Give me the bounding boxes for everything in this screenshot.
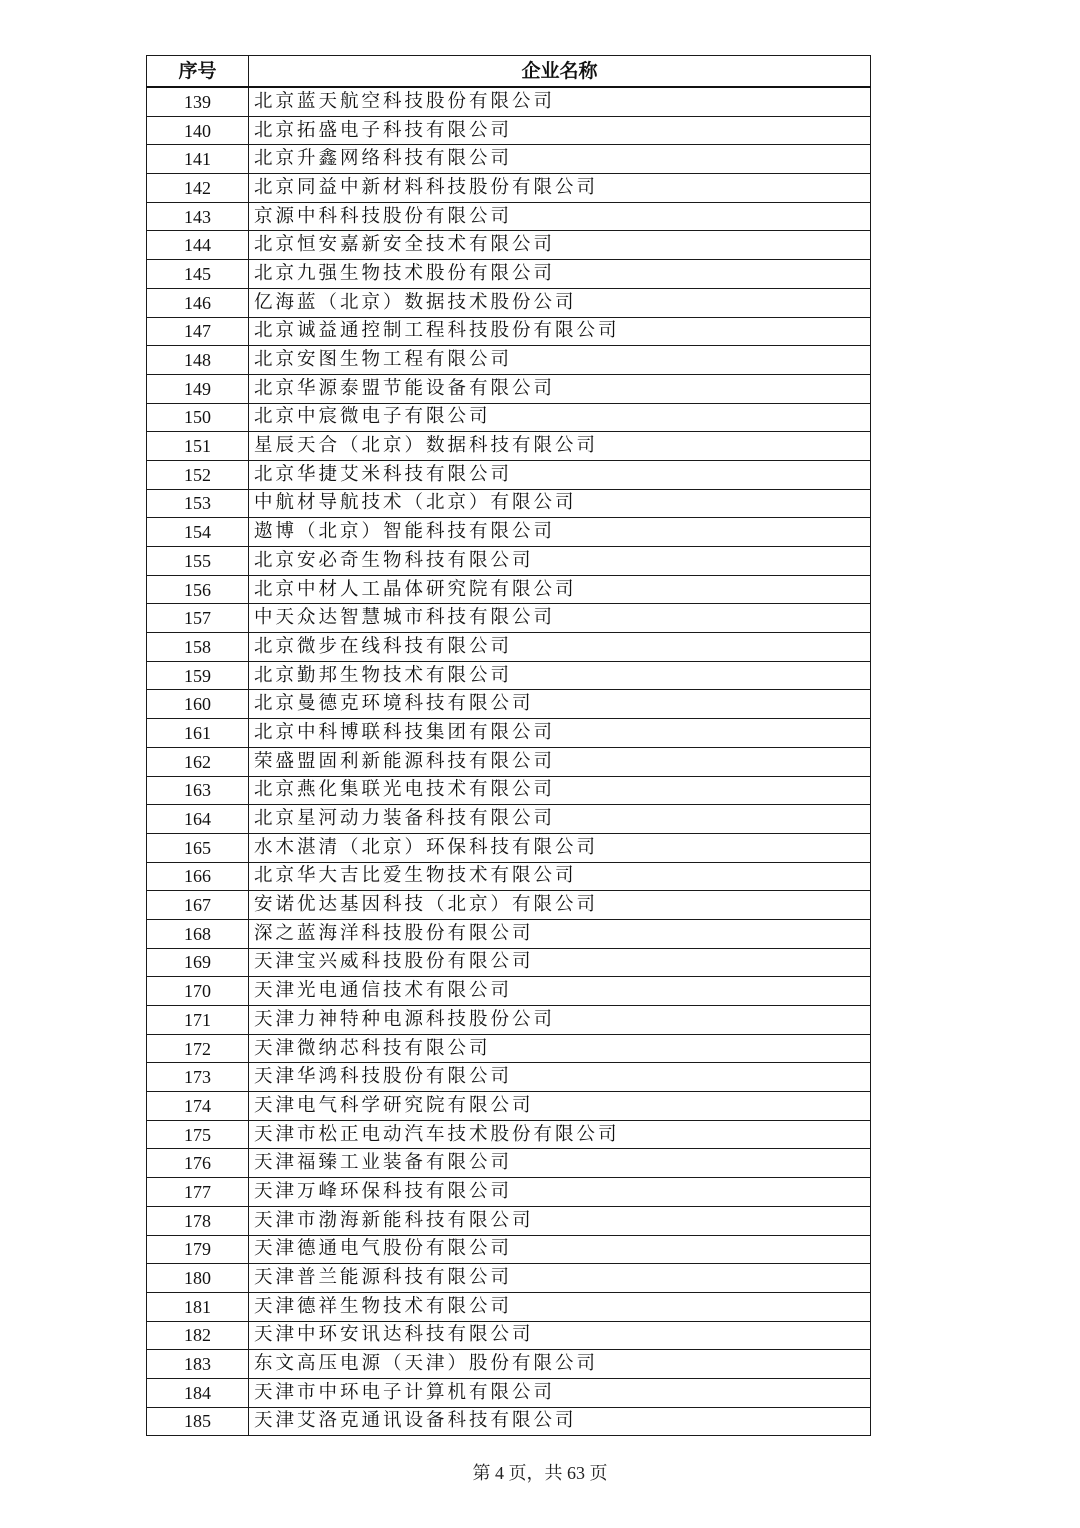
serial-number-cell: 185 [147, 1407, 249, 1436]
table-row [147, 719, 871, 748]
table-row [147, 862, 871, 891]
enterprise-name-cell: 天津微纳芯科技有限公司 [249, 1034, 871, 1063]
serial-number-cell: 172 [147, 1034, 249, 1063]
enterprise-name-cell: 北京华捷艾米科技有限公司 [249, 460, 871, 489]
serial-number-cell: 158 [147, 633, 249, 662]
table-body [147, 87, 871, 1436]
enterprise-name-cell: 北京诚益通控制工程科技股份有限公司 [249, 317, 871, 346]
enterprise-name-cell: 北京安必奇生物科技有限公司 [249, 547, 871, 576]
table-row [147, 1292, 871, 1321]
enterprise-name-cell: 北京安图生物工程有限公司 [249, 346, 871, 375]
serial-number-cell: 154 [147, 518, 249, 547]
enterprise-name-cell: 北京勤邦生物技术有限公司 [249, 661, 871, 690]
enterprise-name-cell: 天津市渤海新能科技有限公司 [249, 1206, 871, 1235]
table-row [147, 403, 871, 432]
enterprise-name-cell: 星辰天合（北京）数据科技有限公司 [249, 432, 871, 461]
enterprise-name-cell: 北京恒安嘉新安全技术有限公司 [249, 231, 871, 260]
serial-number-cell: 175 [147, 1120, 249, 1149]
serial-number-cell: 150 [147, 403, 249, 432]
table-row [147, 776, 871, 805]
serial-number-cell: 143 [147, 202, 249, 231]
table-row [147, 1235, 871, 1264]
table-row [147, 174, 871, 203]
table-row [147, 145, 871, 174]
serial-number-cell: 177 [147, 1178, 249, 1207]
serial-number-cell: 139 [147, 87, 249, 116]
enterprise-name-cell: 天津市中环电子计算机有限公司 [249, 1378, 871, 1407]
serial-number-cell: 179 [147, 1235, 249, 1264]
table-row [147, 260, 871, 289]
serial-number-cell: 167 [147, 891, 249, 920]
enterprise-name-cell: 天津德通电气股份有限公司 [249, 1235, 871, 1264]
table-row [147, 977, 871, 1006]
enterprise-name-cell: 北京九强生物技术股份有限公司 [249, 260, 871, 289]
serial-number-cell: 160 [147, 690, 249, 719]
table-row [147, 919, 871, 948]
serial-number-cell: 144 [147, 231, 249, 260]
enterprise-name-cell: 北京星河动力装备科技有限公司 [249, 805, 871, 834]
enterprise-name-cell: 天津德祥生物技术有限公司 [249, 1292, 871, 1321]
enterprise-name-cell: 北京同益中新材料科技股份有限公司 [249, 174, 871, 203]
table-row [147, 317, 871, 346]
table-row [147, 432, 871, 461]
serial-number-cell: 168 [147, 919, 249, 948]
enterprise-name-cell: 天津市松正电动汽车技术股份有限公司 [249, 1120, 871, 1149]
table-row [147, 288, 871, 317]
serial-number-cell: 157 [147, 604, 249, 633]
header-serial-number: 序号 [147, 56, 249, 88]
enterprise-name-cell: 北京华大吉比爱生物技术有限公司 [249, 862, 871, 891]
enterprise-name-cell: 东文高压电源（天津）股份有限公司 [249, 1350, 871, 1379]
serial-number-cell: 145 [147, 260, 249, 289]
serial-number-cell: 181 [147, 1292, 249, 1321]
table-row [147, 661, 871, 690]
serial-number-cell: 171 [147, 1006, 249, 1035]
table-row [147, 1321, 871, 1350]
serial-number-cell: 164 [147, 805, 249, 834]
table-row [147, 1120, 871, 1149]
table-row [147, 1034, 871, 1063]
enterprise-name-cell: 天津力神特种电源科技股份公司 [249, 1006, 871, 1035]
enterprise-name-cell: 北京中材人工晶体研究院有限公司 [249, 575, 871, 604]
enterprise-name-cell: 安诺优达基因科技（北京）有限公司 [249, 891, 871, 920]
table-row [147, 547, 871, 576]
serial-number-cell: 141 [147, 145, 249, 174]
enterprise-name-cell: 北京拓盛电子科技有限公司 [249, 116, 871, 145]
enterprise-name-cell: 天津宝兴威科技股份有限公司 [249, 948, 871, 977]
enterprise-name-cell: 天津中环安讯达科技有限公司 [249, 1321, 871, 1350]
table-row [147, 202, 871, 231]
table-row [147, 87, 871, 116]
table-row [147, 948, 871, 977]
serial-number-cell: 180 [147, 1264, 249, 1293]
table-row [147, 1063, 871, 1092]
enterprise-name-cell: 荣盛盟固利新能源科技有限公司 [249, 747, 871, 776]
table-row [147, 231, 871, 260]
serial-number-cell: 146 [147, 288, 249, 317]
table-row [147, 604, 871, 633]
serial-number-cell: 178 [147, 1206, 249, 1235]
serial-number-cell: 183 [147, 1350, 249, 1379]
table-row [147, 891, 871, 920]
table-row [147, 833, 871, 862]
enterprise-name-cell: 亿海蓝（北京）数据技术股份公司 [249, 288, 871, 317]
table-row [147, 1092, 871, 1121]
table-row [147, 374, 871, 403]
enterprise-list-table [146, 55, 871, 1436]
table-row [147, 1407, 871, 1436]
serial-number-cell: 142 [147, 174, 249, 203]
table-row [147, 460, 871, 489]
serial-number-cell: 159 [147, 661, 249, 690]
table-row [147, 489, 871, 518]
serial-number-cell: 161 [147, 719, 249, 748]
enterprise-name-cell: 北京微步在线科技有限公司 [249, 633, 871, 662]
enterprise-name-cell: 天津普兰能源科技有限公司 [249, 1264, 871, 1293]
serial-number-cell: 153 [147, 489, 249, 518]
serial-number-cell: 155 [147, 547, 249, 576]
table-row [147, 346, 871, 375]
serial-number-cell: 184 [147, 1378, 249, 1407]
enterprise-name-cell: 天津电气科学研究院有限公司 [249, 1092, 871, 1121]
serial-number-cell: 166 [147, 862, 249, 891]
enterprise-name-cell: 天津华鸿科技股份有限公司 [249, 1063, 871, 1092]
serial-number-cell: 182 [147, 1321, 249, 1350]
enterprise-name-cell: 京源中科科技股份有限公司 [249, 202, 871, 231]
enterprise-name-cell: 遨博（北京）智能科技有限公司 [249, 518, 871, 547]
table-row [147, 1206, 871, 1235]
enterprise-name-cell: 天津艾洛克通讯设备科技有限公司 [249, 1407, 871, 1436]
serial-number-cell: 174 [147, 1092, 249, 1121]
serial-number-cell: 165 [147, 833, 249, 862]
serial-number-cell: 170 [147, 977, 249, 1006]
enterprise-name-cell: 北京中宸微电子有限公司 [249, 403, 871, 432]
table-row [147, 116, 871, 145]
serial-number-cell: 163 [147, 776, 249, 805]
serial-number-cell: 152 [147, 460, 249, 489]
enterprise-name-cell: 中天众达智慧城市科技有限公司 [249, 604, 871, 633]
enterprise-name-cell: 水木湛清（北京）环保科技有限公司 [249, 833, 871, 862]
serial-number-cell: 162 [147, 747, 249, 776]
enterprise-name-cell: 中航材导航技术（北京）有限公司 [249, 489, 871, 518]
table-row [147, 1378, 871, 1407]
page-footer: 第 4 页，共 63 页 [472, 1463, 608, 1483]
table-row [147, 805, 871, 834]
serial-number-cell: 151 [147, 432, 249, 461]
enterprise-name-cell: 北京燕化集联光电技术有限公司 [249, 776, 871, 805]
serial-number-cell: 176 [147, 1149, 249, 1178]
serial-number-cell: 169 [147, 948, 249, 977]
enterprise-name-cell: 天津光电通信技术有限公司 [249, 977, 871, 1006]
enterprise-name-cell: 天津福臻工业装备有限公司 [249, 1149, 871, 1178]
enterprise-name-cell: 天津万峰环保科技有限公司 [249, 1178, 871, 1207]
table-row [147, 747, 871, 776]
table-row [147, 1006, 871, 1035]
enterprise-name-cell: 北京中科博联科技集团有限公司 [249, 719, 871, 748]
serial-number-cell: 156 [147, 575, 249, 604]
serial-number-cell: 140 [147, 116, 249, 145]
serial-number-cell: 173 [147, 1063, 249, 1092]
header-enterprise-name: 企业名称 [249, 56, 871, 88]
table-row [147, 1264, 871, 1293]
enterprise-name-cell: 北京蓝天航空科技股份有限公司 [249, 87, 871, 116]
table-row [147, 633, 871, 662]
table-row [147, 518, 871, 547]
serial-number-cell: 147 [147, 317, 249, 346]
table-row [147, 1149, 871, 1178]
serial-number-cell: 148 [147, 346, 249, 375]
enterprise-name-cell: 北京华源泰盟节能设备有限公司 [249, 374, 871, 403]
enterprise-name-cell: 深之蓝海洋科技股份有限公司 [249, 919, 871, 948]
enterprise-name-cell: 北京升鑫网络科技有限公司 [249, 145, 871, 174]
table-row [147, 1350, 871, 1379]
table-row [147, 575, 871, 604]
table-row [147, 1178, 871, 1207]
table-row [147, 690, 871, 719]
serial-number-cell: 149 [147, 374, 249, 403]
table-header-row [147, 56, 871, 88]
enterprise-name-cell: 北京曼德克环境科技有限公司 [249, 690, 871, 719]
